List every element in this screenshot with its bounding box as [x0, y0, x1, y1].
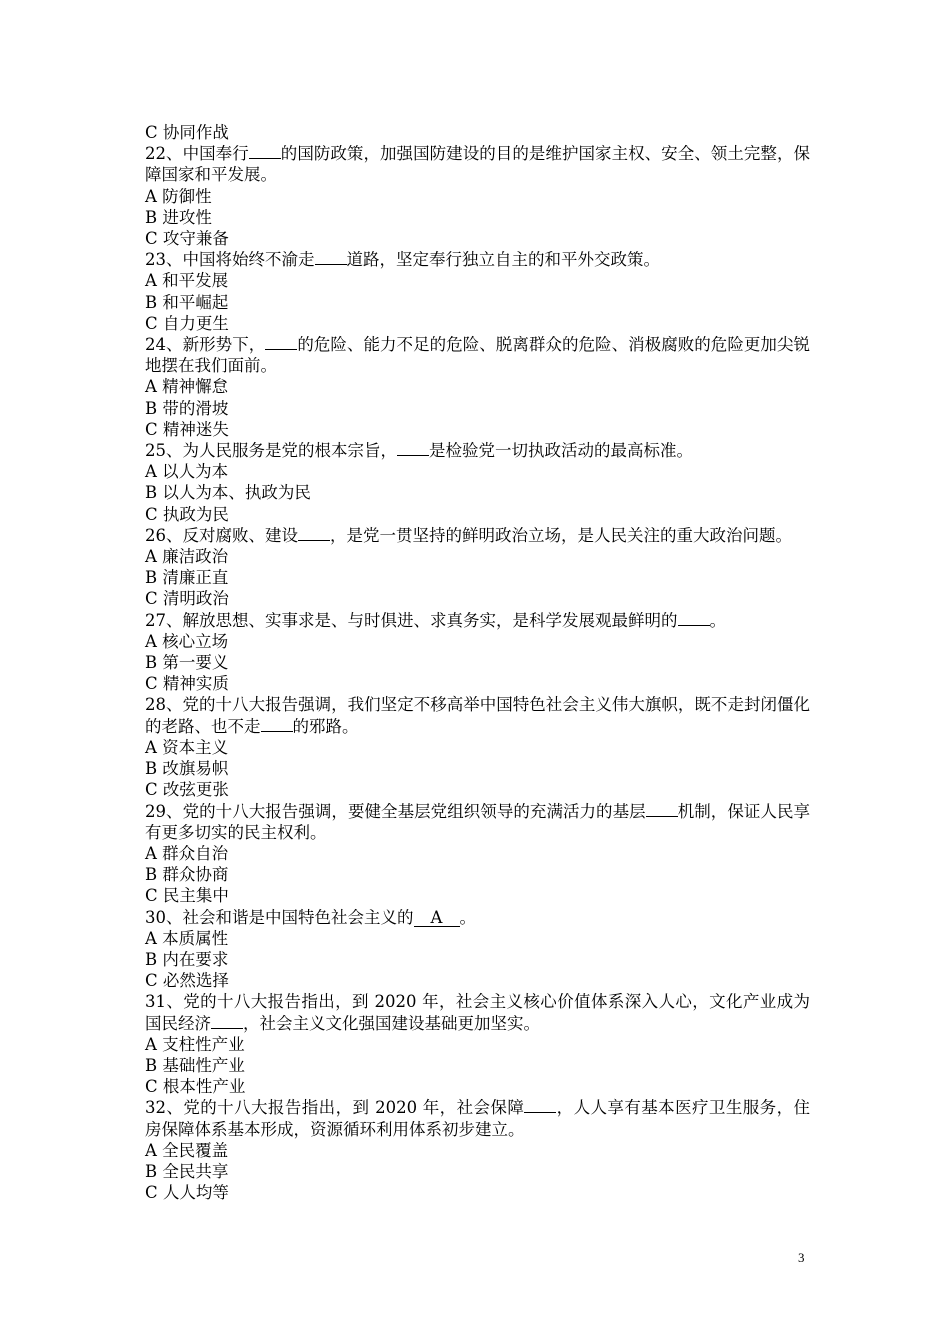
answer-blank: [261, 731, 293, 732]
option-a: A 群众自治: [145, 843, 229, 863]
option-a: A 精神懈怠: [145, 377, 229, 397]
answer-blank: [249, 158, 281, 159]
question-26: [145, 525, 810, 546]
question-text: 31、党的十八大报告指出，到 2020 年，社会主义核心价值体系深入人心，文化产业成为国民经济: [145, 992, 810, 1033]
answer-blank: [211, 1028, 243, 1029]
answer-blank-filled: A: [414, 909, 460, 927]
question-30: [145, 907, 810, 928]
option-c: C 协同作战: [145, 123, 229, 142]
question-22: [145, 143, 810, 185]
question-text: ，社会主义文化强国建设基础更加坚实。: [243, 1013, 540, 1033]
question-text: 30、社会和谐是中国特色社会主义的: [145, 907, 414, 927]
option-c: C 必然选择: [145, 971, 229, 991]
question-text: 的邪路。: [292, 716, 359, 736]
question-28: [145, 694, 810, 736]
question-text: 的危险、能力不足的危险、脱离群众的危险、消极腐败的危险更加尖锐地摆在我们面前。: [145, 335, 811, 376]
question-text: 26、反对腐败、建设: [145, 525, 298, 545]
option-a: A 核心立场: [145, 631, 229, 651]
page-number: 3: [798, 1250, 805, 1265]
answer-blank: [646, 816, 678, 817]
option-c: C 精神迷失: [145, 419, 229, 439]
answer-blank: [315, 264, 347, 265]
option-b: B 清廉正直: [145, 568, 229, 588]
option-b: B 全民共享: [145, 1161, 229, 1181]
option-b: B 群众协商: [145, 865, 229, 885]
option-b: B 基础性产业: [145, 1055, 245, 1075]
option-c: C 自力更生: [145, 313, 229, 333]
question-text: 机制，保证人民享有更多切实的民主权利。: [145, 801, 811, 842]
question-text: 。: [709, 610, 726, 630]
question-31: [145, 991, 810, 1033]
option-b: B 进攻性: [145, 207, 212, 227]
option-b: B 以人为本、执政为民: [145, 483, 311, 503]
option-c: C 改弦更张: [145, 780, 229, 800]
question-text: 是检验党一切执政活动的最高标准。: [429, 441, 693, 461]
question-24: [145, 334, 810, 376]
option-c: C 根本性产业: [145, 1077, 246, 1097]
option-c: C 执政为民: [145, 504, 229, 524]
question-text: 22、中国奉行: [145, 144, 249, 164]
question-text: ，人人享有基本医疗卫生服务，住房保障体系基本形成，资源循环利用体系初步建立。: [145, 1098, 811, 1139]
option-a: A 以人为本: [145, 462, 229, 482]
question-27: [145, 610, 810, 631]
option-a: A 资本主义: [145, 737, 229, 757]
option-c: C 民主集中: [145, 886, 229, 906]
option-a: A 防御性: [145, 186, 212, 206]
option-a: A 廉洁政治: [145, 547, 229, 567]
question-text: 的国防政策，加强国防建设的目的是维护国家主权、安全、领土完整，保障国家和平发展。: [145, 144, 810, 185]
answer-blank: [298, 540, 330, 541]
option-a: A 全民覆盖: [145, 1140, 229, 1160]
option-b: B 改旗易帜: [145, 759, 229, 779]
option-c: C 攻守兼备: [145, 229, 229, 249]
question-text: 23、中国将始终不渝走: [145, 250, 315, 270]
option-a: A 支柱性产业: [145, 1034, 245, 1054]
question-text: 32、党的十八大报告指出，到 2020 年，社会保障: [145, 1098, 525, 1118]
answer-blank: [524, 1112, 556, 1113]
option-b: B 和平崛起: [145, 292, 229, 312]
question-text: 。: [459, 907, 476, 927]
option-a: A 本质属性: [145, 928, 229, 948]
option-b: B 内在要求: [145, 949, 229, 969]
answer-blank: [678, 625, 710, 626]
question-text: 27、解放思想、实事求是、与时俱进、求真务实，是科学发展观最鲜明的: [145, 610, 678, 630]
question-text: 25、为人民服务是党的根本宗旨，: [145, 441, 397, 461]
answer-blank: [265, 349, 297, 350]
question-text: 24、新形势下，: [145, 335, 266, 355]
option-c: C 清明政治: [145, 589, 229, 609]
question-list: [145, 122, 810, 1203]
option-b: B 带的滑坡: [145, 398, 229, 418]
option-b: B 第一要义: [145, 653, 229, 673]
option-c: C 人人均等: [145, 1183, 229, 1203]
question-29: [145, 801, 810, 843]
question-text: 28、党的十八大报告强调，我们坚定不移高举中国特色社会主义伟大旗帜，既不走封闭僵化的老路、也不走: [145, 695, 810, 736]
option-c: C 精神实质: [145, 674, 229, 694]
question-text: 29、党的十八大报告强调，要健全基层党组织领导的充满活力的基层: [145, 801, 646, 821]
question-text: ，是党一贯坚持的鲜明政治立场，是人民关注的重大政治问题。: [330, 525, 792, 545]
question-32: [145, 1097, 810, 1139]
question-25: [145, 440, 810, 461]
question-text: 道路，坚定奉行独立自主的和平外交政策。: [346, 250, 660, 270]
option-a: A 和平发展: [145, 271, 229, 291]
question-23: [145, 249, 810, 270]
answer-blank: [397, 455, 429, 456]
